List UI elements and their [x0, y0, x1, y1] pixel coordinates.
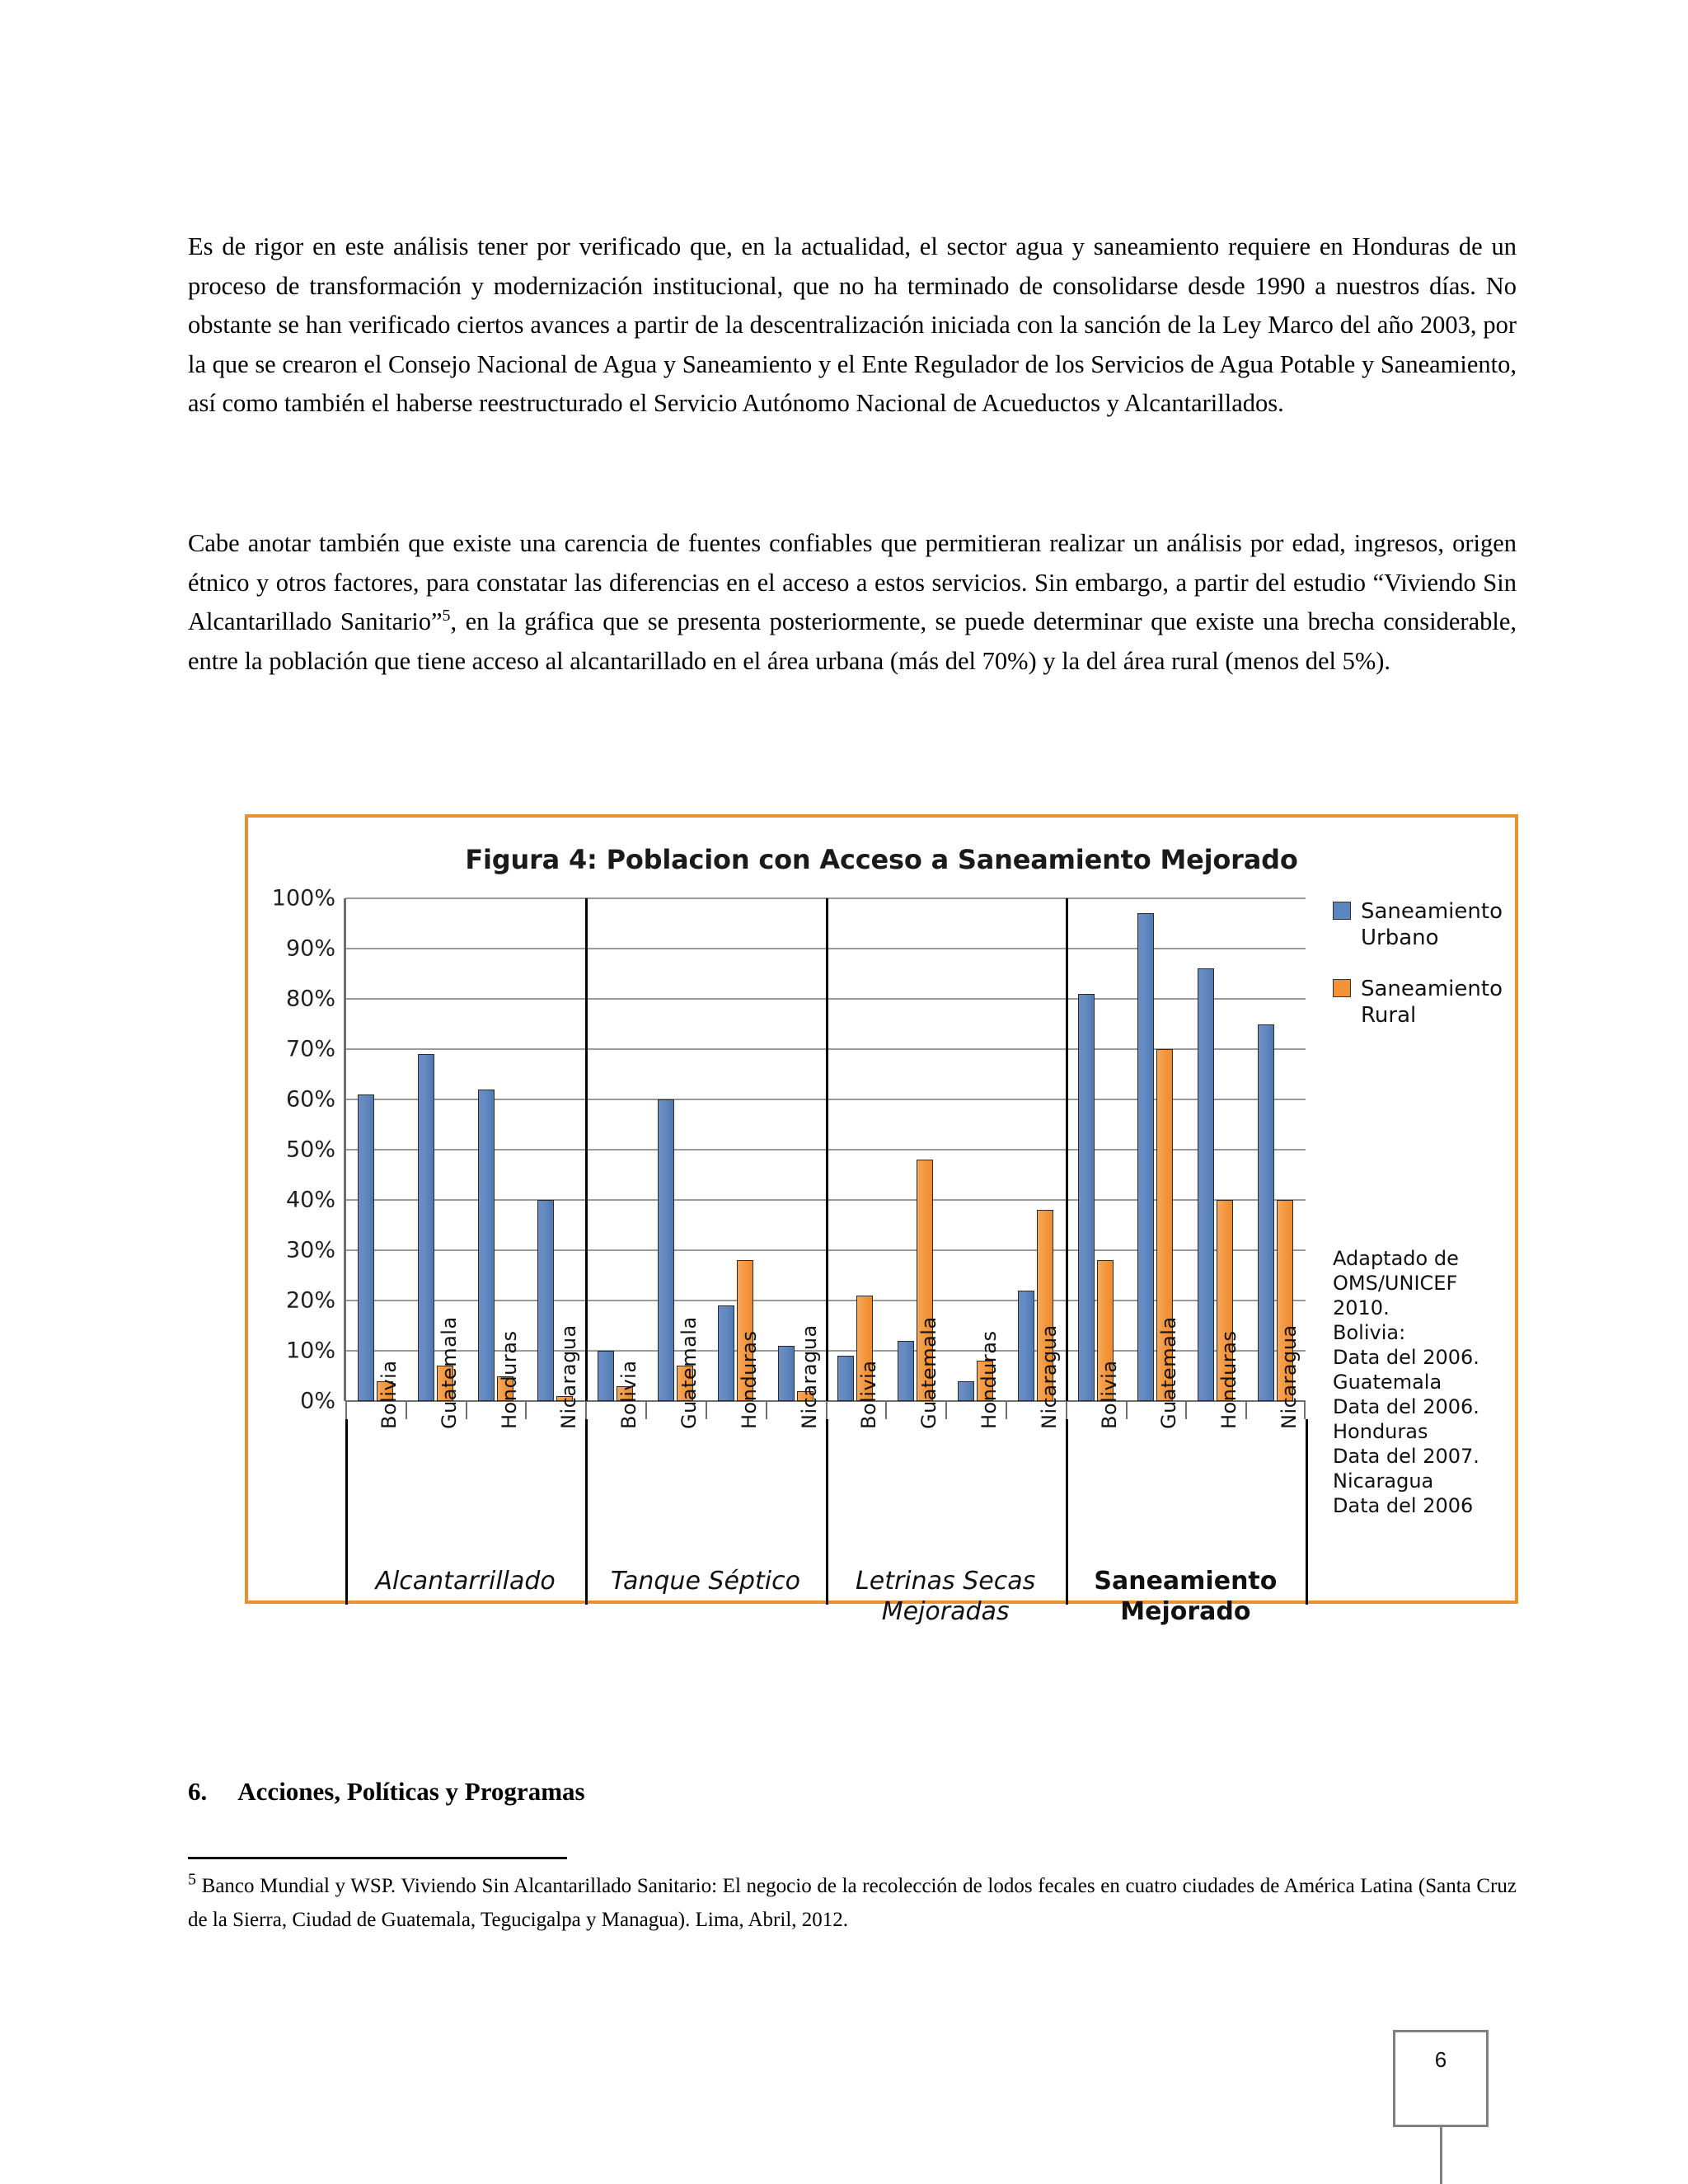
country-label-nicaragua: Nicaragua	[797, 1324, 821, 1429]
x-axis-tick	[645, 1401, 647, 1419]
x-axis-tick	[885, 1401, 887, 1419]
x-axis-tick	[466, 1401, 467, 1419]
footnote-body: Banco Mundial y WSP. Viviendo Sin Alcantarillado Sanitario: El negocio de la recolección de lodos fecales en cuatro ciudades de América Latina (Santa Cruz de la Sierra, Ciudad de Guatemala, Tegucigalpa y Managua). Lima, Abril, 2012.	[188, 1875, 1517, 1931]
source-note-line: Data del 2006.	[1333, 1346, 1479, 1369]
x-axis-tick	[345, 1401, 347, 1419]
bar-urbano	[1258, 1024, 1274, 1402]
x-axis-tick	[706, 1401, 707, 1419]
legend-label: Saneamiento Urbano	[1361, 899, 1503, 950]
group-divider	[826, 1419, 828, 1605]
page-number: 6	[1434, 2047, 1447, 2072]
source-note-line: Bolivia:	[1333, 1321, 1406, 1344]
country-label-honduras: Honduras	[978, 1330, 1001, 1429]
country-label-honduras: Honduras	[1217, 1330, 1241, 1429]
y-axis-tick-label: 40%	[285, 1187, 335, 1213]
group-divider	[1066, 1419, 1068, 1605]
y-axis-tick-label: 10%	[285, 1338, 335, 1364]
y-axis-tick-label: 80%	[285, 986, 335, 1012]
y-axis-tick-label: 30%	[285, 1237, 335, 1263]
legend-item-rural	[1333, 976, 1506, 1029]
group-divider-end	[1306, 1419, 1308, 1605]
source-note-line: Nicaragua	[1333, 1469, 1434, 1493]
paragraph-2	[188, 524, 1517, 681]
bar-urbano	[958, 1381, 974, 1401]
group-label: Alcantarrillado	[375, 1567, 556, 1596]
group-label: Letrinas Secas Mejoradas	[856, 1567, 1036, 1626]
paragraph-1: Es de rigor en este análisis tener por verificado que, en la actualidad, el sector agua y saneamiento requiere en Honduras de un proceso de transformación y modernización institucional, que no ha terminado de consolidarse desde 1990 a nuestros días. No obstante se han verificado ciertos avances a partir de la descentralización iniciada con la sanción de la Ley Marco del año 2003, por la que se crearon el Consejo Nacional de Agua y Saneamiento y el Ente Regulador de los Servicios de Agua Potable y Saneamiento, así como también el haberse reestructurado el Servicio Autónomo Nacional de Acueductos y Alcantarillados.	[188, 232, 1517, 417]
country-label-honduras: Honduras	[497, 1330, 521, 1429]
bar-urbano	[418, 1054, 434, 1401]
country-label-guatemala: Guatemala	[437, 1316, 461, 1429]
y-axis-tick-label: 90%	[285, 935, 335, 962]
country-label-bolivia: Bolivia	[857, 1360, 881, 1429]
bar-urbano	[1078, 994, 1095, 1401]
x-axis-tick	[826, 1401, 828, 1419]
country-label-bolivia: Bolivia	[1097, 1360, 1121, 1429]
y-axis-tick-label: 20%	[285, 1287, 335, 1314]
source-note-line: Honduras	[1333, 1420, 1428, 1443]
source-note-line: Adaptado de OMS/UNICEF 2010.	[1333, 1247, 1459, 1319]
group-separator	[1066, 898, 1068, 1401]
group-separator	[585, 898, 588, 1401]
paragraph-2-text-b: , en la gráfica que se presenta posteriormente, se puede determinar que existe una brecha considerable, entre la población que tiene acceso al alcantarillado en el área urbana (más del 70%) y la del área rural (menos del 5%).	[188, 607, 1517, 675]
x-axis-tick	[585, 1401, 587, 1419]
bar-urbano	[837, 1356, 854, 1401]
chart-title: Figura 4: Poblacion con Acceso a Saneamiento Mejorado	[465, 844, 1298, 875]
x-axis-tick	[1185, 1401, 1187, 1419]
legend-swatch-icon	[1333, 902, 1351, 920]
x-axis-tick	[406, 1401, 407, 1419]
footnote-marker: 5	[188, 1870, 196, 1889]
source-note-line: Data del 2006	[1333, 1494, 1474, 1517]
footnote-reference: 5	[442, 606, 451, 625]
x-axis-tick	[1006, 1401, 1007, 1419]
figure-4-container	[245, 814, 1518, 1626]
y-axis-tick-label: 0%	[300, 1388, 335, 1414]
country-label-bolivia: Bolivia	[617, 1360, 641, 1429]
x-axis-tick	[1126, 1401, 1128, 1419]
bar-urbano	[1018, 1291, 1034, 1401]
page-number-stem	[1440, 2127, 1442, 2184]
country-label-bolivia: Bolivia	[377, 1360, 401, 1429]
x-axis-tick	[766, 1401, 767, 1419]
footnote-5	[188, 1869, 1517, 1937]
bar-urbano	[778, 1346, 795, 1401]
y-axis-tick-label: 70%	[285, 1036, 335, 1062]
y-axis-tick-label: 60%	[285, 1086, 335, 1113]
group-divider	[585, 1419, 588, 1605]
chart-legend	[1333, 898, 1506, 1053]
country-label-honduras: Honduras	[737, 1330, 761, 1429]
footnote-separator	[188, 1857, 567, 1859]
chart-source-note	[1333, 1246, 1510, 1518]
page-number-box	[1393, 2030, 1489, 2127]
bar-urbano	[658, 1099, 674, 1401]
country-label-guatemala: Guatemala	[677, 1316, 701, 1429]
x-axis-tick	[1245, 1401, 1247, 1419]
x-axis-tick	[1304, 1401, 1306, 1419]
x-axis-tick	[945, 1401, 947, 1419]
legend-label: Saneamiento Rural	[1361, 977, 1503, 1028]
y-axis-tick-label: 50%	[285, 1137, 335, 1163]
country-label-nicaragua: Nicaragua	[1278, 1324, 1301, 1429]
bar-urbano	[898, 1341, 914, 1401]
section-heading: 6. Acciones, Políticas y Programas	[188, 1777, 585, 1806]
group-label: Tanque Séptico	[610, 1567, 800, 1596]
bar-urbano	[1198, 968, 1214, 1401]
country-label-guatemala: Guatemala	[917, 1316, 941, 1429]
y-axis-tick-label: 100%	[271, 885, 335, 912]
source-note-line: Data del 2007.	[1333, 1445, 1479, 1468]
country-label-guatemala: Guatemala	[1157, 1316, 1181, 1429]
group-divider	[345, 1419, 348, 1605]
y-axis-line	[344, 898, 346, 1401]
bar-urbano	[718, 1305, 734, 1401]
bar-urbano	[358, 1094, 374, 1401]
group-separator	[826, 898, 828, 1401]
bar-urbano	[1137, 913, 1154, 1401]
source-note-line: Guatemala	[1333, 1371, 1442, 1394]
bar-urbano	[537, 1200, 554, 1401]
group-label: Saneamiento Mejorado	[1094, 1567, 1278, 1626]
bar-urbano	[598, 1351, 614, 1401]
country-label-nicaragua: Nicaragua	[557, 1324, 581, 1429]
x-axis-tick	[1066, 1401, 1067, 1419]
legend-item-urbano	[1333, 898, 1506, 951]
bar-urbano	[478, 1090, 495, 1401]
source-note-line: Data del 2006.	[1333, 1395, 1479, 1418]
legend-swatch-icon	[1333, 979, 1351, 997]
country-label-nicaragua: Nicaragua	[1037, 1324, 1061, 1429]
x-axis-tick	[525, 1401, 527, 1419]
paragraph-2-text-a: Cabe anotar también que existe una carencia de fuentes confiables que permitieran realizar un análisis por edad, ingresos, origen étnico y otros factores, para constatar las diferencias en el acceso a estos servicios. Sin embargo, a partir del estudio “Viviendo Sin Alcantarillado Sanitario”	[188, 529, 1517, 635]
